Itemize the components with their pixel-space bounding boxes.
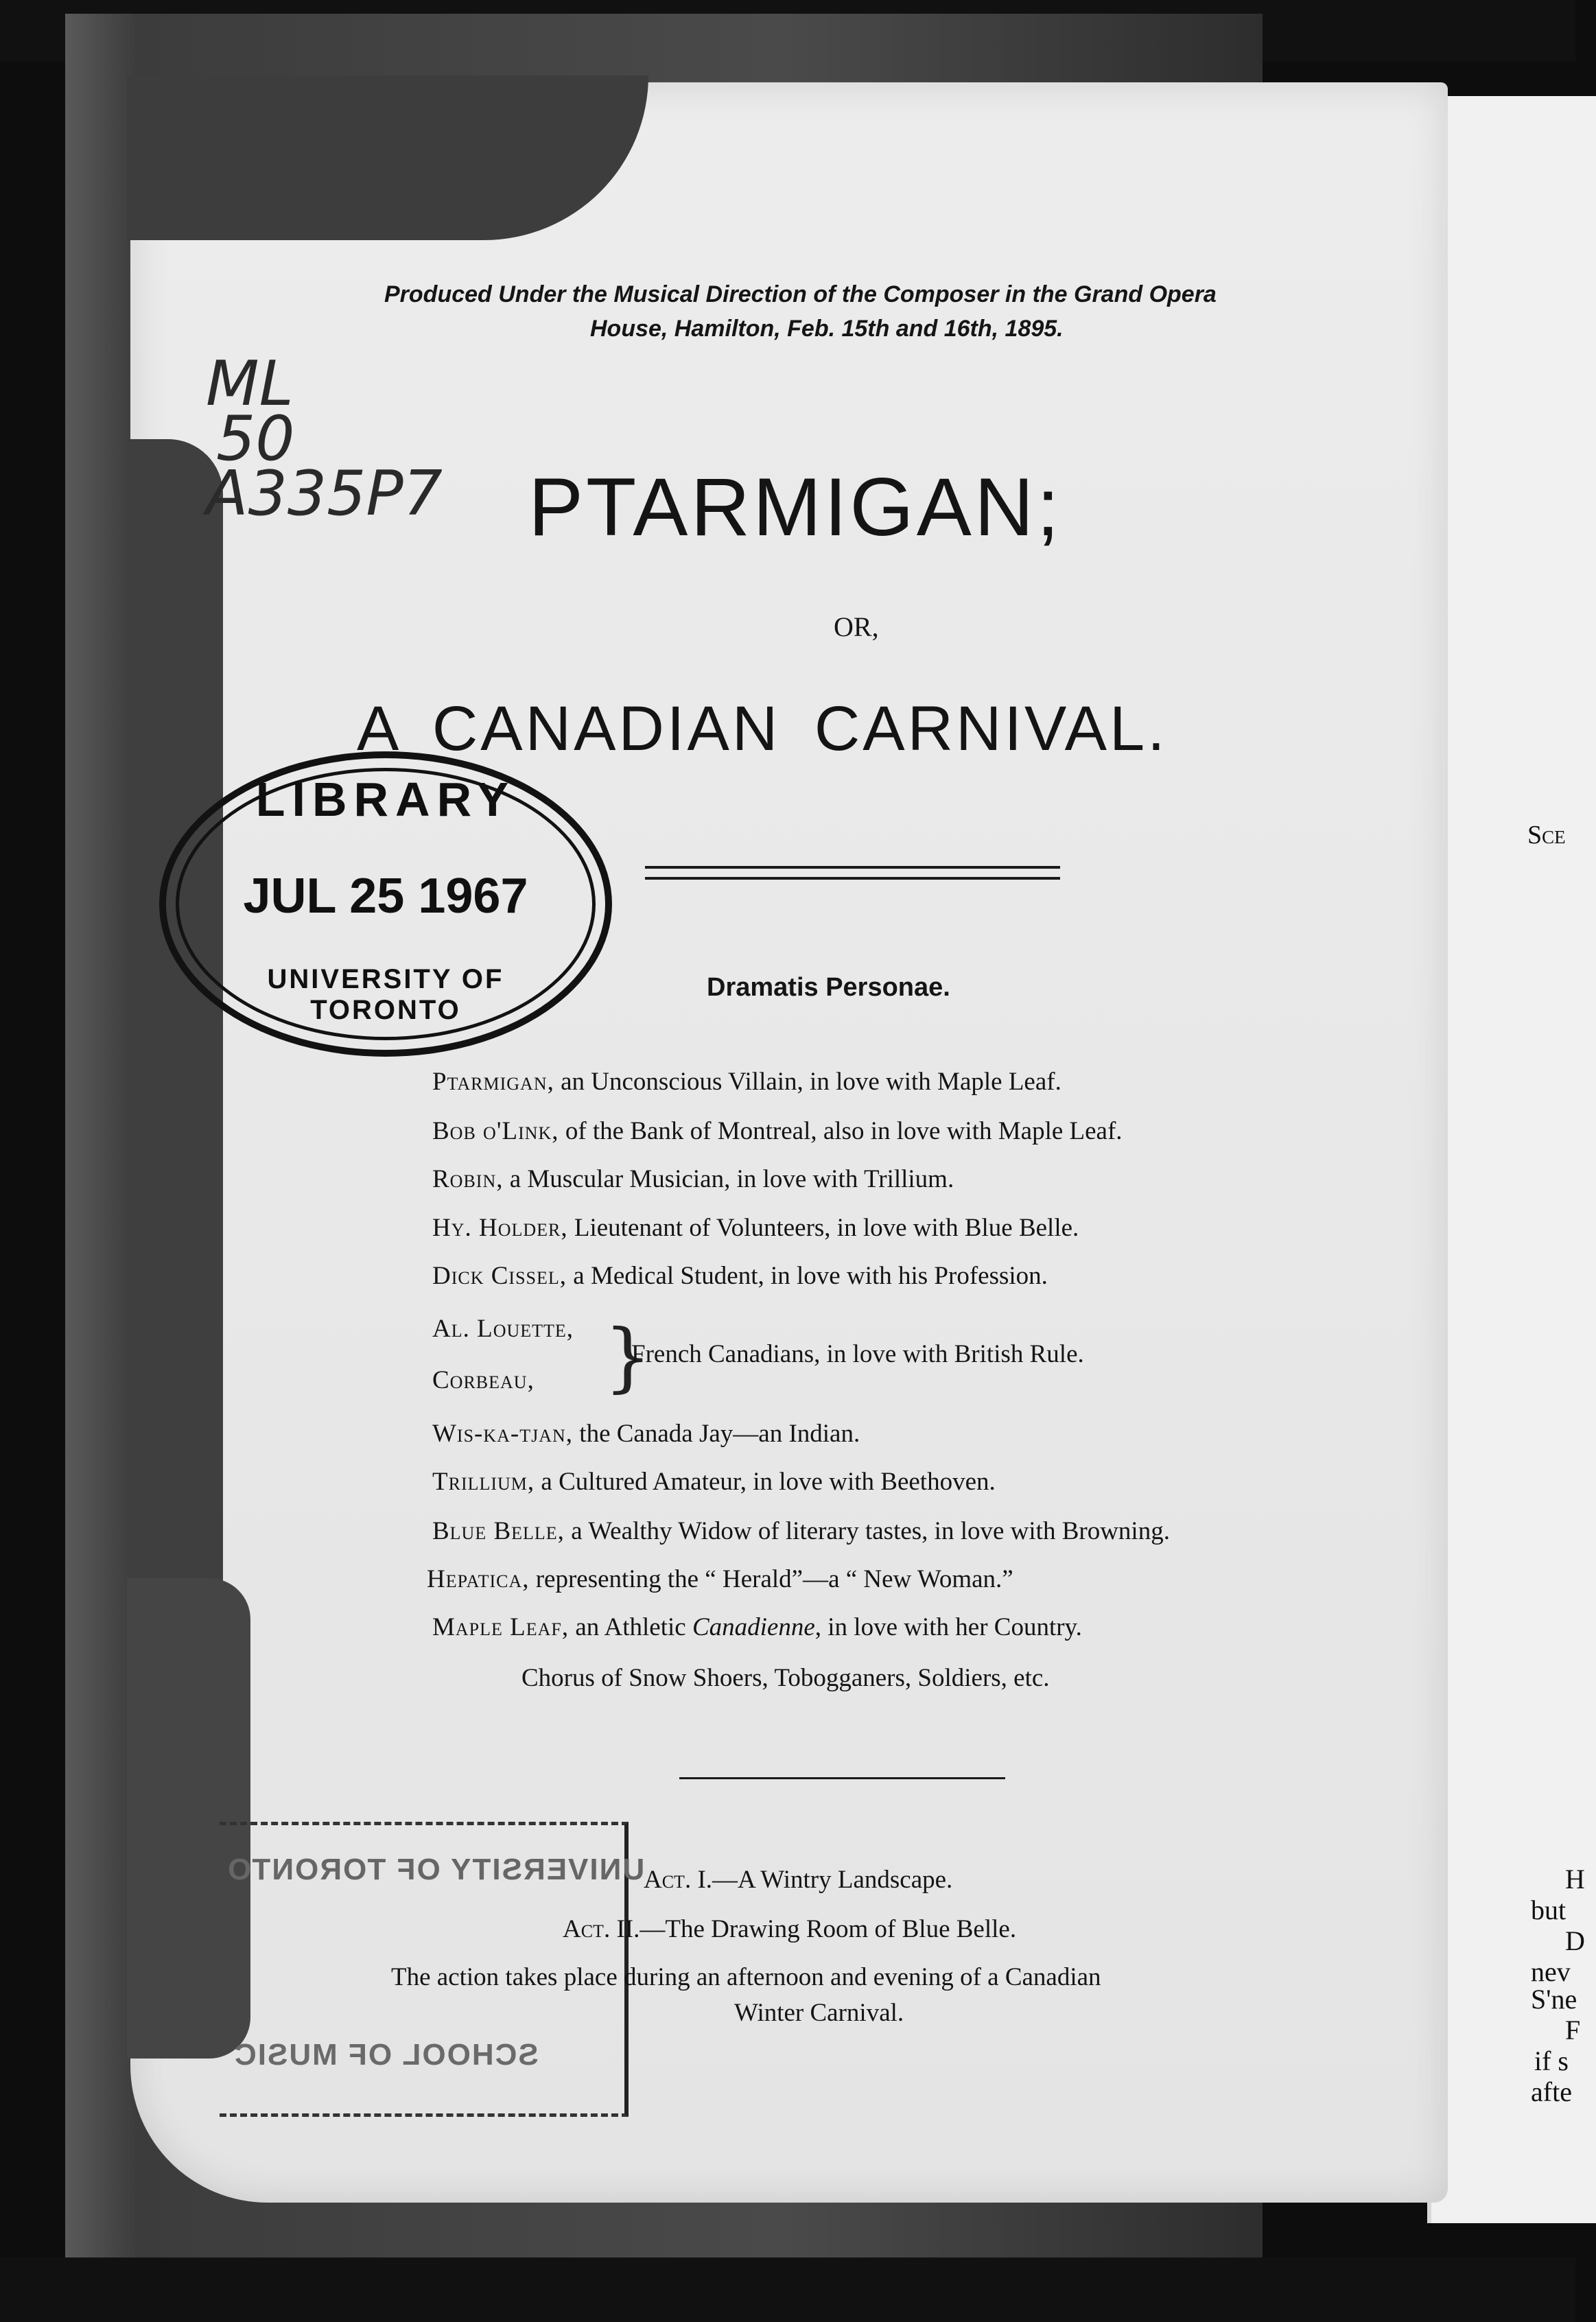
stamp-date: JUL 25 1967 [243,869,528,924]
character-name: Ptarmigan, [432,1068,554,1096]
section-rule [679,1777,1005,1779]
description-text: , in love with her Country. [814,1613,1082,1641]
header-line-1: Produced Under the Musical Direction of the Composer in the Grand Opera [384,281,1217,307]
grouping-brace: } [604,1313,652,1400]
subtitle: A CANADIAN CARNIVAL. [357,694,1168,764]
header-line-2: House, Hamilton, Feb. 15th and 16th, 1895. [590,316,1064,342]
adjacent-fragment: H [1565,1864,1585,1895]
cast-entry [432,1213,1079,1243]
library-date-stamp [159,751,612,1057]
character-name: Dick Cissel, [432,1262,567,1290]
torn-corner [127,75,648,240]
chorus-line: Chorus of Snow Shoers, Tobogganers, Soldiers, etc. [521,1664,1050,1692]
cast-entry [432,1612,1082,1642]
cast-entry [432,1261,1048,1291]
character-name: Bob o'Link, [432,1117,559,1145]
double-rule-top [645,866,1060,869]
adjacent-fragment: afte [1531,2076,1572,2107]
french-canadians-description: French Canadians, in love with British Rule. [631,1340,1084,1368]
cast-entry [432,1164,954,1194]
character-name: Wis-ka-tjan, [432,1420,574,1448]
adjacent-fragment: F [1565,2015,1581,2045]
torn-left-edge [127,439,223,1743]
cast-entry [432,1419,860,1449]
setting-line: The action takes place during an afternoon and evening of a Canadian [391,1963,1101,1991]
adjacent-fragment: D [1565,1925,1585,1956]
act-label: Act. [563,1915,611,1943]
character-name: Robin, [432,1165,504,1193]
cast-entry [432,1467,996,1497]
act-label: Act. [644,1866,692,1894]
character-name: Trillium, [432,1468,535,1496]
cast-entry [432,1067,1061,1096]
stamp-university-text: UNIVERSITY OF TORONTO [267,964,504,1025]
bleed-through-stamp-text: UNIVERSITY OF TORONTO [226,1853,645,1886]
act-description: I.—A Wintry Landscape. [697,1866,953,1894]
description-italic: Canadienne [692,1613,815,1641]
character-description: a Cultured Amateur, in love with Beethoven. [541,1468,996,1496]
character-name: Maple Leaf, [432,1613,570,1641]
adjacent-fragment: if s [1534,2045,1569,2076]
cast-entry [432,1116,1123,1146]
cast-entry [432,1365,535,1395]
handwritten-call-number [206,348,443,530]
adjacent-fragment: nev [1531,1956,1571,1987]
call-number-line: ML [206,348,294,420]
character-description: an Unconscious Villain, in love with Maple Leaf. [561,1068,1061,1096]
call-number-line: A335P7 [206,458,443,530]
adjacent-page-label: Sce [1527,821,1566,849]
title-or: OR, [834,611,879,642]
adjacent-fragment: but [1531,1895,1566,1925]
character-description: representing the “ Herald”—a “ New Woman.” [535,1565,1013,1593]
character-name: Hepatica, [427,1565,530,1593]
character-name: Al. Louette, [432,1315,574,1343]
act-one [644,1865,952,1895]
stamp-library-text: LIBRARY [255,773,516,826]
description-text: an Athletic [575,1613,692,1641]
character-description: a Muscular Musician, in love with Trillium. [509,1165,954,1193]
bottom-dark-border [0,2258,1575,2322]
character-description: of the Bank of Montreal, also in love with Maple Leaf. [565,1117,1123,1145]
adjacent-page [1427,96,1596,2223]
adjacent-fragment: S'ne [1531,1984,1577,2015]
character-description: a Wealthy Widow of literary tastes, in love with Browning. [571,1517,1170,1545]
cast-entry [427,1564,1013,1594]
cast-entry [432,1314,574,1344]
character-description: the Canada Jay—an Indian. [579,1420,860,1448]
main-title: PTARMIGAN; [528,461,1062,553]
bleed-through-stamp-text: SCHOOL OF MUSIC [233,2038,539,2072]
call-number-line: 50 [216,403,295,475]
act-description: II.—The Drawing Room of Blue Belle. [616,1915,1017,1943]
character-name: Hy. Holder, [432,1214,568,1242]
dramatis-personae-heading: Dramatis Personae. [707,973,950,1002]
setting-line: Winter Carnival. [734,1999,904,2027]
character-name: Corbeau, [432,1366,535,1394]
act-two [563,1914,1016,1944]
character-description [575,1613,1082,1641]
double-rule-bottom [645,877,1060,880]
character-description: Lieutenant of Volunteers, in love with Blue Belle. [574,1214,1079,1242]
character-description: a Medical Student, in love with his Profession. [573,1262,1048,1290]
character-name: Blue Belle, [432,1517,565,1545]
cast-entry [432,1516,1170,1546]
